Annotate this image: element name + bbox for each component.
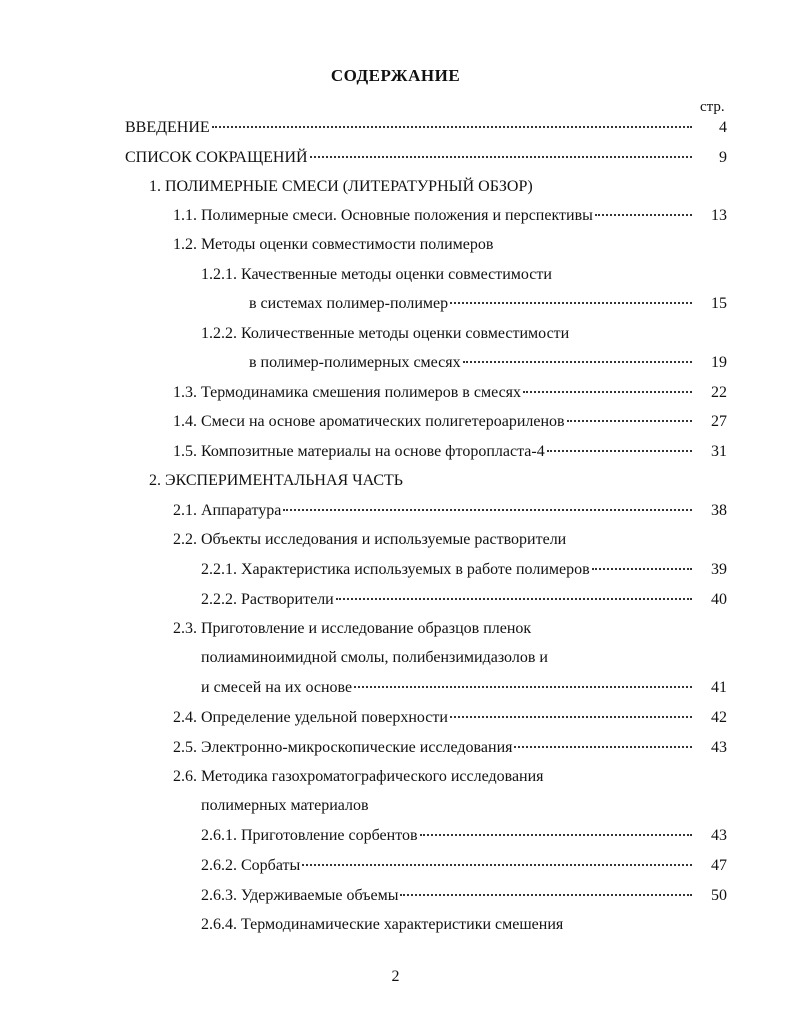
toc-entry-text: 2.1. Аппаратура	[173, 502, 282, 519]
toc-entry-2-6-cont[interactable]	[201, 796, 369, 816]
toc-page-number: 43	[711, 827, 727, 844]
toc-entry-1-2-1-cont[interactable]	[249, 294, 696, 314]
toc-page-number: 27	[711, 413, 727, 430]
page-number: 2	[391, 968, 400, 985]
dot-leader	[514, 742, 692, 748]
dot-leader	[283, 505, 692, 511]
toc-page-number: 4	[719, 119, 727, 136]
toc-entry-text: 2.6.1. Приготовление сорбентов	[201, 827, 418, 844]
toc-entry-2-6-4[interactable]	[201, 915, 563, 935]
toc-entry-2-2-1[interactable]	[201, 560, 696, 580]
toc-entry-text: 2.2.1. Характеристика используемых в работе полимеров	[201, 561, 590, 578]
toc-entry-text: 2.5. Электронно-микроскопические исследования	[173, 739, 513, 756]
toc-entry-text: 1. ПОЛИМЕРНЫЕ СМЕСИ (ЛИТЕРАТУРНЫЙ ОБЗОР)	[149, 178, 533, 195]
dot-leader	[212, 122, 692, 128]
toc-entry-text: 1.3. Термодинамика смешения полимеров в смесях	[173, 384, 522, 401]
toc-entry-introduction[interactable]	[125, 118, 696, 138]
toc-page-number: 31	[711, 443, 727, 460]
toc-entry-text: 2.4. Определение удельной поверхности	[173, 709, 448, 726]
toc-entry-text: СПИСОК СОКРАЩЕНИЙ	[125, 149, 308, 166]
toc-chapter-2[interactable]	[149, 471, 403, 491]
toc-entry-1-5[interactable]	[173, 442, 696, 462]
toc-entry-2-3[interactable]	[173, 619, 531, 639]
toc-entry-1-4[interactable]	[173, 412, 696, 432]
toc-entry-1-3[interactable]	[173, 383, 696, 403]
toc-entry-2-6-3[interactable]	[201, 886, 696, 906]
toc-page-number: 50	[711, 887, 727, 904]
dot-leader	[450, 298, 692, 304]
toc-entry-2-1[interactable]	[173, 501, 696, 521]
toc-entry-text: 1.2.1. Качественные методы оценки совместимости	[201, 266, 552, 283]
toc-entry-text: 2.6.4. Термодинамические характеристики смешения	[201, 916, 564, 933]
toc-entry-text: полиаминоимидной смолы, полибензимидазолов и	[201, 649, 548, 666]
toc-entry-2-6[interactable]	[173, 767, 544, 787]
toc-entry-text: 2.3. Приготовление и исследование образцов пленок	[173, 620, 532, 637]
toc-page-number: 47	[711, 857, 727, 874]
toc-entry-text: полимерных материалов	[201, 797, 369, 814]
toc-page-number: 41	[711, 679, 727, 696]
toc-entry-text: 1.1. Полимерные смеси. Основные положения и перспективы	[173, 207, 593, 224]
dot-leader	[420, 830, 692, 836]
toc-chapter-1[interactable]	[149, 177, 533, 197]
toc-page-number: 42	[711, 709, 727, 726]
toc-entry-2-6-1[interactable]	[201, 826, 696, 846]
dot-leader	[547, 446, 692, 452]
toc-entry-text: 2.6. Методика газохроматографического исследования	[173, 768, 544, 785]
toc-page-number: 9	[719, 149, 727, 166]
toc-page-number: 19	[711, 354, 727, 371]
dot-leader	[310, 152, 692, 158]
toc-entry-text: 2.6.3. Удерживаемые объемы	[201, 887, 399, 904]
toc-entry-text: 1.2. Методы оценки совместимости полимеров	[173, 236, 494, 253]
dot-leader	[463, 357, 692, 363]
toc-entry-2-4[interactable]	[173, 708, 696, 728]
dot-leader	[336, 594, 692, 600]
toc-entry-1-2-2-cont[interactable]	[249, 353, 696, 373]
toc-entry-text: 2.6.2. Сорбаты	[201, 857, 301, 874]
toc-entry-2-2-2[interactable]	[201, 590, 696, 610]
toc-entry-2-5[interactable]	[173, 738, 696, 758]
toc-entry-text: в полимер-полимерных смесях	[249, 354, 461, 371]
toc-entry-text: 2.2. Объекты исследования и используемые растворители	[173, 531, 567, 548]
toc-entry-1-1[interactable]	[173, 206, 696, 226]
toc-entry-text: 1.2.2. Количественные методы оценки совместимости	[201, 325, 570, 342]
toc-entry-text: в системах полимер-полимер	[249, 295, 449, 312]
toc-page-number: 38	[711, 502, 727, 519]
toc-entry-2-2[interactable]	[173, 530, 566, 550]
toc-page-number: 43	[711, 739, 727, 756]
toc-entry-1-2[interactable]	[173, 235, 493, 255]
toc-entry-text: 2.2.2. Растворители	[201, 591, 334, 608]
dot-leader	[400, 890, 692, 896]
toc-entry-text: 1.5. Композитные материалы на основе фторопласта-4	[173, 443, 545, 460]
document-title: СОДЕРЖАНИЕ	[330, 66, 461, 85]
page-column-label: стр.	[700, 99, 725, 115]
toc-entry-text: ВВЕДЕНИЕ	[125, 119, 210, 136]
toc-entry-text: 1.4. Смеси на основе ароматических полигетероариленов	[173, 413, 565, 430]
toc-entry-2-3-cont[interactable]	[201, 648, 548, 668]
toc-entry-text: 2. ЭКСПЕРИМЕНТАЛЬНАЯ ЧАСТЬ	[149, 472, 403, 489]
toc-entry-1-2-1[interactable]	[201, 265, 552, 285]
toc-entry-2-6-2[interactable]	[201, 856, 696, 876]
toc-page-number: 15	[711, 295, 727, 312]
toc-entry-1-2-2[interactable]	[201, 324, 569, 344]
toc-entry-text: и смесей на их основе	[201, 679, 353, 696]
toc-page-number: 22	[711, 384, 727, 401]
toc-page-number: 40	[711, 591, 727, 608]
toc-page-number: 39	[711, 561, 727, 578]
dot-leader	[354, 682, 692, 688]
dot-leader	[302, 860, 692, 866]
dot-leader	[592, 564, 692, 570]
dot-leader	[450, 712, 692, 718]
toc-entry-abbreviations[interactable]	[125, 148, 696, 168]
dot-leader	[567, 416, 692, 422]
dot-leader	[523, 387, 692, 393]
toc-page-number: 13	[711, 207, 727, 224]
dot-leader	[595, 210, 692, 216]
toc-entry-2-3-cont-2[interactable]	[201, 678, 696, 698]
